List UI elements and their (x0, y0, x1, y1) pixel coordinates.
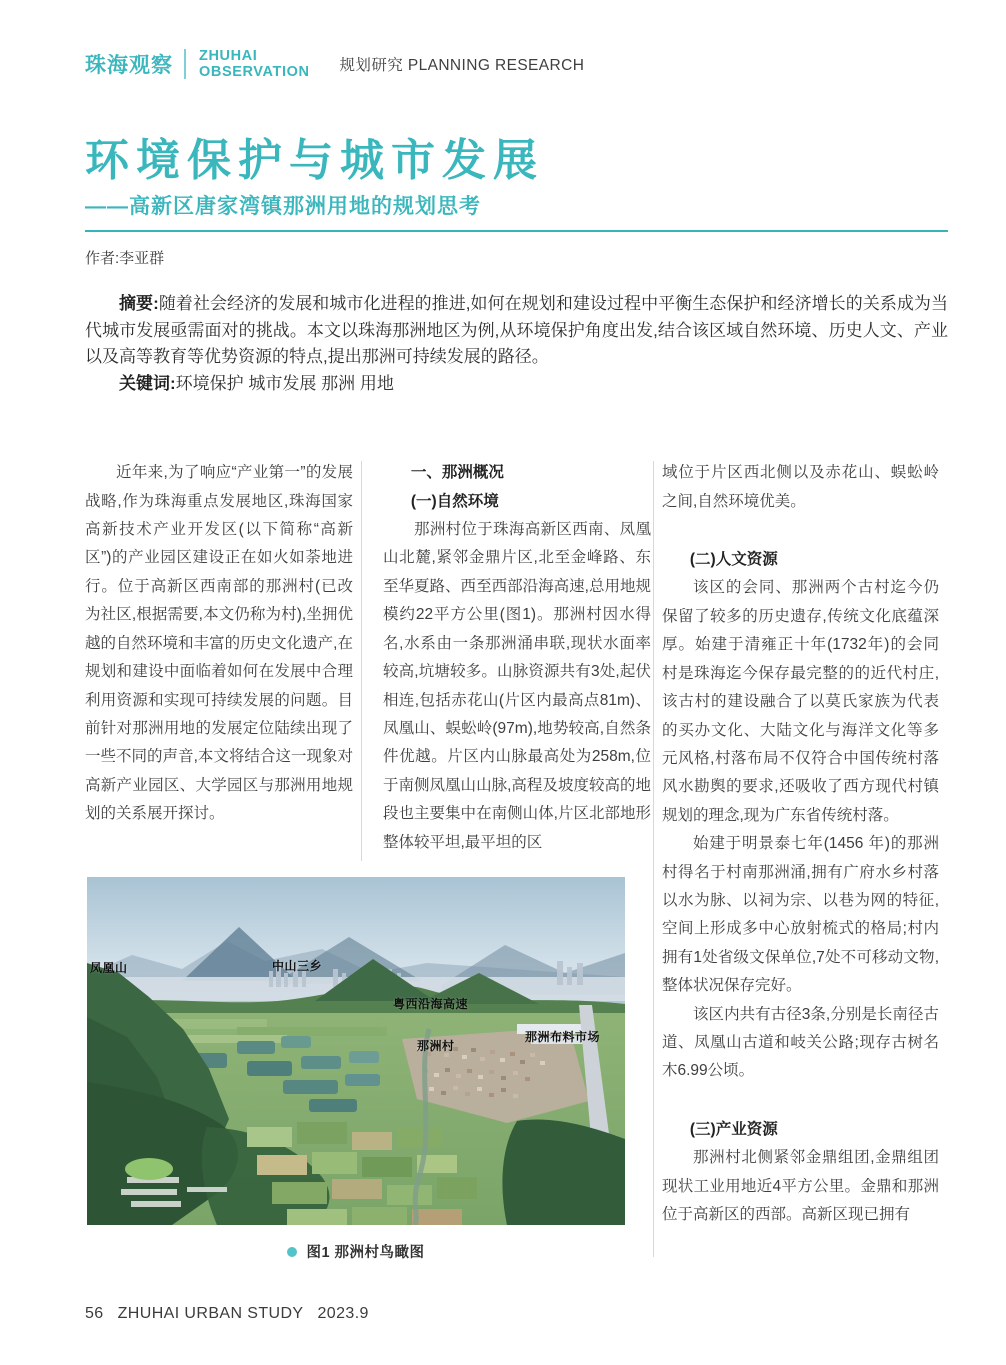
column-left (85, 459, 353, 828)
aerial-photo (87, 877, 625, 1225)
heading-humanities: (二)人文资源 (689, 551, 778, 569)
author-line: 作者:李亚群 (85, 250, 165, 268)
photo-label-fabric-market: 那洲布料市场 (525, 1030, 601, 1045)
page-number: 56 (85, 1305, 104, 1323)
keywords-label: 关键词: (119, 373, 176, 393)
figure-caption (87, 1241, 625, 1262)
photo-label-zhongshan-sanxiang: 中山三乡 (272, 959, 323, 974)
abstract-label: 摘要: (119, 294, 159, 314)
journal-name: ZHUHAI URBAN STUDY (117, 1305, 304, 1323)
paragraph-humanities-2: 始建于明景泰七年(1456 年)的那洲村得名于村南那洲涌,拥有广府水乡村落以水为脉、以祠为宗、以巷为网的特征,空间上形成多中心放射梳式的格局;村内拥有1处省级文保单位,7处不可移动文物,整体状况保存完好。 (662, 835, 939, 995)
paragraph-natural-environment: 那洲村位于珠海高新区西南、凤凰山北麓,紧邻金鼎片区,北至金峰路、东至华夏路、西至西部沿海高速,总用地规模约22平方公里(图1)。那洲村因水得名,水系由一条那洲涌串联,现状水面率较高,坑塘较多。山脉资源共有3处,起伏相连,包括赤花山(片区内最高点81m)、凤凰山、蜈蚣岭(97m),地势较高,自然条件优越。片区内山脉最高处为258m,位于南侧凤凰山山脉,高程及坡度较高的地段也主要集中在南侧山体,片区北部地形整体较平坦,最平坦的区 (383, 521, 651, 851)
page-footer (85, 1305, 948, 1323)
article-subtitle: ——高新区唐家湾镇那洲用地的规划思考 (85, 195, 481, 219)
issue-date: 2023.9 (317, 1305, 369, 1323)
paragraph-humanities-1: 该区的会同、那洲两个古村迄今仍保留了较多的历史遗存,传统文化底蕴深厚。始建于清雍正十年(1732年)的会同村是珠海迄今保存最完整的的近代村庄,该古村的建设融合了以莫氏家族为代表的买办文化、大陆文化与海洋文化等多元风格,村落布局不仅符合中国传统村落风水勘舆的要求,还吸收了西方现代村镇规划的理念,现为广东省传统村落。 (662, 579, 939, 824)
abstract-paragraph (85, 291, 948, 371)
keywords-text: 环境保护 城市发展 那洲 用地 (175, 373, 394, 393)
brand-english (199, 48, 310, 80)
brand-divider (184, 49, 186, 79)
column-divider-1 (361, 461, 362, 861)
title-rule (85, 230, 948, 232)
section-label: 规划研究 PLANNING RESEARCH (339, 57, 585, 74)
brand-english-line1: ZHUHAI (199, 48, 258, 64)
abstract-text: 随着社会经济的发展和城市化进程的推进,如何在规划和建设过程中平衡生态保护和经济增长的关系成为当代城市发展亟需面对的挑战。本文以珠海那洲地区为例,从环境保护角度出发,结合该区域自然环境、历史人文、产业以及高等教育等优势资源的特点,提出那洲可持续发展的路径。 (85, 294, 948, 367)
heading-natural-environment: (一)自然环境 (410, 492, 499, 510)
paragraph-continuation: 域位于片区西北侧以及赤花山、蜈蚣岭之间,自然环境优美。 (662, 464, 939, 510)
keywords-line (85, 371, 948, 398)
aerial-photo-art (87, 877, 625, 1225)
photo-label-fenghuangshan: 凤凰山 (90, 961, 128, 976)
article-title: 环境保护与城市发展 (85, 136, 544, 185)
masthead (85, 46, 948, 82)
abstract-block (85, 291, 948, 397)
figure-1 (87, 877, 625, 1262)
paragraph-industry: 那洲村北侧紧邻金鼎组团,金鼎组团现状工业用地近4平方公里。金鼎和那洲位于高新区的西部。高新区现已拥有 (662, 1149, 939, 1224)
article-body (85, 453, 948, 1269)
column-middle (383, 459, 651, 857)
caption-text: 图1 那洲村鸟瞰图 (306, 1245, 425, 1262)
column-right (662, 459, 939, 1229)
heading-overview: 一、那洲概况 (410, 464, 504, 482)
brand-chinese: 珠海观察 (85, 54, 173, 77)
paragraph-humanities-3: 该区内共有古径3条,分别是长南径古道、凤凰山古道和岐关公路;现存古树名木6.99公顷。 (662, 1005, 939, 1080)
paragraph-intro: 近年来,为了响应“产业第一”的发展战略,作为珠海重点发展地区,珠海国家高新技术产业开发区(以下简称“高新区”)的产业园区建设正在如火如荼地进行。位于高新区西南部的那洲村(已改为社区,根据需要,本文仍称为村),坐拥优越的自然环境和丰富的历史文化遗产,在规划和建设中面临着如何在发展中合理利用资源和实现可持续发展的问题。目前针对那洲用地的发展定位陆续出现了一些不同的声音,本文将结合这一现象对高新产业园区、大学园区与那洲用地规划的关系展开探讨。 (85, 464, 353, 823)
heading-industry: (三)产业资源 (689, 1120, 778, 1138)
caption-bullet-icon (287, 1247, 297, 1257)
brand-english-line2: OBSERVATION (199, 64, 310, 80)
photo-label-expressway: 粤西沿海高速 (393, 997, 469, 1012)
column-divider-2 (653, 461, 654, 1257)
photo-label-nazhou-village: 那洲村 (417, 1039, 455, 1054)
